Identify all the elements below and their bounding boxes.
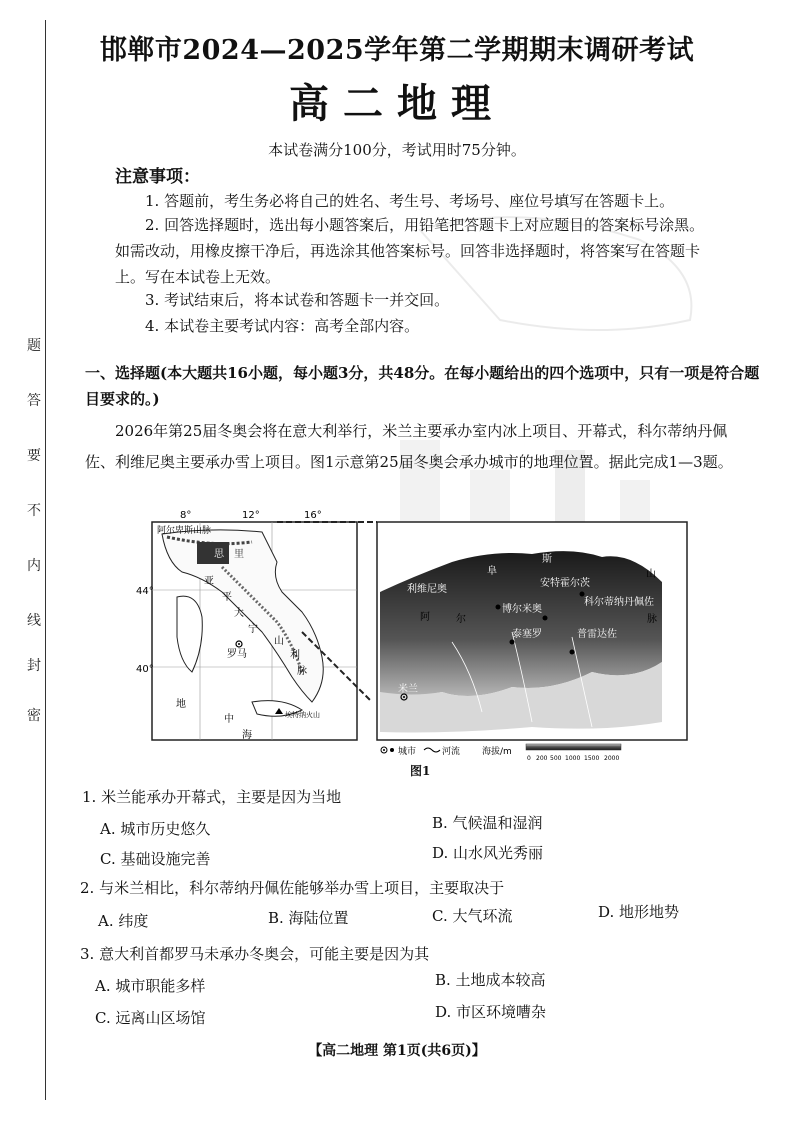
label-tesero: 泰塞罗: [512, 629, 542, 640]
figure-1-map: [136, 510, 692, 762]
figure-caption: 图1: [410, 764, 431, 778]
legend-tick: 2000: [604, 755, 620, 762]
side-char: 题: [27, 338, 41, 354]
side-char: 不: [27, 503, 41, 519]
lon-8: 8°: [180, 510, 192, 521]
label-rome: 罗马: [227, 649, 247, 660]
label-mai-r: 脉: [647, 614, 657, 625]
q1-option-a: A. 城市历史悠久: [100, 820, 211, 838]
side-char: 要: [27, 448, 41, 464]
q3-option-b: B. 土地成本较高: [435, 971, 546, 989]
label-ri: 思: [214, 549, 224, 560]
label-hai: 海: [242, 730, 252, 741]
label-bormio: 博尔米奥: [502, 604, 542, 615]
question-intro: 2026年第25届冬奥会将在意大利举行，米兰主要承办室内冰上项目、开幕式，科尔蒂纳丹佩佐、利维尼奥主要承办雪上项目。图1示意第25届冬奥会承办城市的地理位置。据此完成1—3题。: [85, 422, 733, 471]
legend-elevation: 海拔/m: [482, 747, 512, 757]
binding-margin-line: [45, 20, 46, 1100]
lon-16: 16°: [304, 510, 322, 521]
note-2: 2. 回答选择题时，选出每小题答案后，用铅笔把答题卡上对应题目的答案标号涂黑。如需改动，用橡皮擦干净后，再选涂其他答案标号。回答非选择题时，将答案写在答题卡上。写在本试卷上无效。: [115, 216, 705, 286]
q3-option-c: C. 远离山区场馆: [95, 1009, 206, 1027]
label-si: 斯: [542, 554, 552, 565]
page-footer: 【高二地理 第1页(共6页)】: [308, 1043, 486, 1059]
label-etna: 埃特纳火山: [285, 711, 320, 719]
side-char: 线: [27, 613, 41, 629]
label-shan-r: 山: [646, 569, 656, 580]
lon-12: 12°: [242, 510, 260, 521]
legend-tick: 1500: [584, 755, 600, 762]
label-shan: 山: [274, 636, 284, 647]
legend-tick: 0: [527, 755, 531, 762]
legend-river: 河流: [442, 747, 461, 757]
section-heading: 一、选择题(本大题共16小题，每小题3分，共48分。在每小题给出的四个选项中，只有一项是符合题目要求的。): [85, 364, 760, 408]
question-3-stem: 3. 意大利首都罗马未承办冬奥会，可能主要是因为其: [80, 945, 430, 963]
note-3: 3. 考试结束后，将本试卷和答题卡一并交回。: [145, 291, 450, 309]
side-char: 内: [27, 558, 41, 574]
label-mai: 脉: [297, 666, 307, 677]
label-ya: 亚: [204, 576, 214, 587]
notes-heading: 注意事项：: [115, 167, 200, 187]
label-li2: 利: [290, 650, 300, 661]
lat-44: 44°: [136, 586, 154, 597]
label-cortina: 科尔蒂纳丹佩佐: [584, 597, 654, 608]
q1-option-b: B. 气候温和湿润: [432, 814, 543, 832]
label-er: 尔: [456, 614, 466, 625]
legend-tick: 1000: [565, 755, 581, 762]
label-milan: 米兰: [398, 684, 418, 695]
label-di: 地: [176, 699, 186, 710]
label-ping: 平: [222, 592, 232, 603]
question-1-stem: 1. 米兰能承办开幕式，主要是因为当地: [82, 788, 342, 806]
label-ning: 宁: [248, 624, 258, 635]
side-char: 封: [27, 658, 41, 674]
side-char: 密: [27, 708, 41, 724]
label-da: 大: [234, 608, 244, 619]
question-2-stem: 2. 与米兰相比，科尔蒂纳丹佩佐能够举办雪上项目，主要取决于: [80, 879, 505, 897]
label-livigno: 利维尼奥: [407, 584, 447, 595]
label-a: 阿: [420, 612, 430, 623]
q1-option-d: D. 山水风光秀丽: [432, 844, 544, 862]
q1-option-c: C. 基础设施完善: [100, 850, 211, 868]
lat-40: 40°: [136, 664, 154, 675]
q3-option-a: A. 城市职能多样: [95, 977, 206, 995]
q2-option-c: C. 大气环流: [432, 907, 513, 925]
label-alps: 阿尔卑斯山脉: [157, 526, 212, 536]
legend-tick: 200: [536, 755, 548, 762]
legend-tick: 500: [550, 755, 562, 762]
label-predazzo: 普雷达佐: [577, 629, 617, 640]
q2-option-a: A. 纬度: [98, 912, 149, 930]
note-1: 1. 答题前，考生务必将自己的姓名、考生号、考场号、座位号填写在答题卡上。: [145, 192, 675, 210]
q2-option-d: D. 地形地势: [598, 903, 680, 921]
q2-option-b: B. 海陆位置: [268, 909, 349, 927]
side-char: 答: [27, 393, 41, 409]
legend-city: 城市: [398, 747, 417, 757]
exam-info: 本试卷满分100分，考试用时75分钟。: [268, 141, 526, 159]
subject-title: 高二地理: [289, 80, 505, 127]
note-4: 4. 本试卷主要考试内容：高考全部内容。: [145, 317, 420, 335]
exam-title: 邯郸市2024—2025学年第二学期期末调研考试: [99, 35, 695, 66]
label-zhong: 中: [224, 714, 234, 725]
label-antholz: 安特霍尔茨: [540, 578, 590, 589]
label-fu: 阜: [487, 566, 497, 577]
q3-option-d: D. 市区环境嘈杂: [435, 1003, 547, 1021]
label-li: 里: [234, 549, 244, 560]
